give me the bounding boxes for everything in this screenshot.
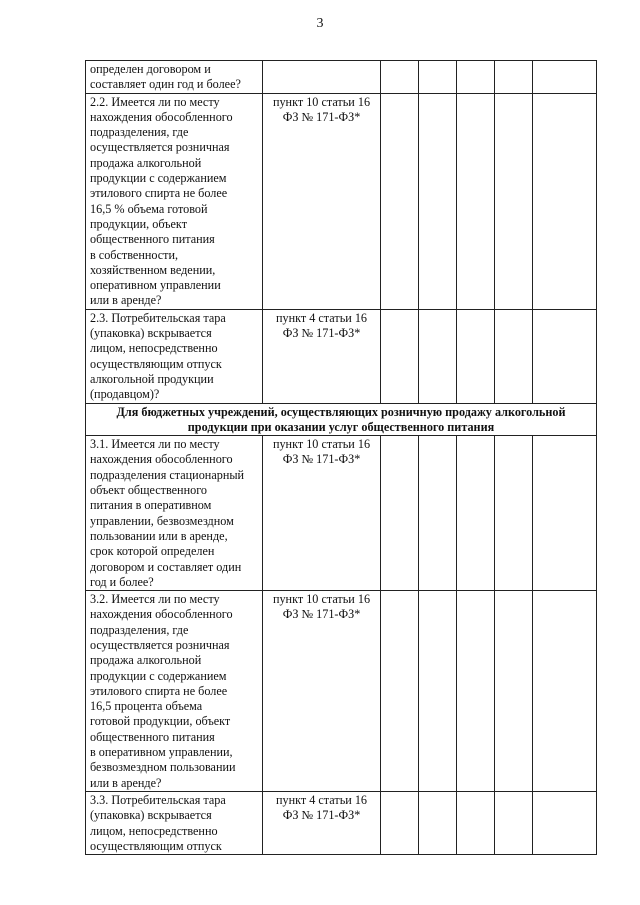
question-line: 2.2. Имеется ли по месту [90,94,220,109]
answer-cell[interactable] [419,591,457,792]
answer-cell[interactable] [381,591,419,792]
legal-reference-line: ФЗ № 171-ФЗ* [282,326,361,341]
question-line: определен договором и [90,62,211,76]
answer-cell[interactable] [419,436,457,591]
answer-cell[interactable] [457,61,495,94]
answer-cell[interactable] [495,436,533,591]
section-header-row [86,403,597,436]
legal-reference-cell [263,791,381,854]
question-line: продажа алкогольной [90,653,202,668]
answer-cell[interactable] [381,93,419,309]
section-title-line: Для бюджетных учреждений, осуществляющих розничную продажу алкогольной [116,404,566,419]
question-line: продукции, объект [90,216,188,231]
legal-reference-line: ФЗ № 171-ФЗ* [282,607,361,622]
answer-cell[interactable] [381,791,419,854]
question-cell [86,591,263,792]
legal-reference-line: пункт 10 статьи 16 [272,94,371,109]
question-line: хозяйственном ведении, [90,262,216,277]
answer-cell[interactable] [495,591,533,792]
question-line: нахождения обособленного [90,607,233,622]
legal-reference-cell [263,93,381,309]
question-line: подразделения, где [90,125,189,140]
answer-cell[interactable] [495,93,533,309]
question-line: год и более? [90,574,154,589]
answer-cell[interactable] [533,309,597,403]
answer-cell[interactable] [419,61,457,94]
question-line: готовой продукции, объект [90,714,231,729]
answer-cell[interactable] [381,309,419,403]
question-line: составляет один год и более? [90,77,241,92]
question-line: лицом, непосредственно [90,341,218,356]
question-line: 16,5 процента объема [90,699,203,714]
answer-cell[interactable] [533,436,597,591]
section-title-line: продукции при оказании услуг общественного питания [187,419,495,434]
question-line: 2.3. Потребительская тара [90,310,226,325]
legal-reference-line: пункт 10 статьи 16 [272,592,371,607]
legal-reference-line: пункт 4 статьи 16 [275,792,368,807]
question-line: объект общественного [90,483,207,498]
question-line: в собственности, [90,247,179,262]
question-cell [86,61,263,94]
answer-cell[interactable] [457,93,495,309]
question-line: продукции с содержанием [90,668,227,683]
checklist-row [86,791,597,854]
question-line: лицом, непосредственно [90,823,218,838]
question-line: этилового спирта не более [90,186,228,201]
question-line: осуществляющим отпуск [90,356,222,371]
answer-cell[interactable] [533,591,597,792]
question-line: общественного питания [90,232,215,247]
question-line: или в аренде? [90,775,162,790]
answer-cell[interactable] [457,791,495,854]
question-cell [86,309,263,403]
legal-reference-cell [263,436,381,591]
question-line: срок которой определен [90,544,215,559]
answer-cell[interactable] [381,61,419,94]
checklist-body [86,61,597,855]
question-line: общественного питания [90,729,215,744]
question-line: 16,5 % объема готовой [90,201,208,216]
question-line: (упаковка) вскрывается [90,808,212,823]
question-line: 3.1. Имеется ли по месту [90,437,220,452]
question-cell [86,93,263,309]
question-line: продажа алкогольной [90,155,202,170]
section-title [86,403,597,436]
question-line: 3.3. Потребительская тара [90,792,226,807]
question-line: осуществляющим отпуск [90,838,222,853]
question-line: 3.2. Имеется ли по месту [90,592,220,607]
answer-cell[interactable] [457,591,495,792]
checklist-row [86,591,597,792]
checklist-table [85,60,597,855]
checklist-row [86,436,597,591]
question-line: безвозмездном пользовании [90,760,236,775]
checklist-row [86,61,597,94]
answer-cell[interactable] [533,791,597,854]
legal-reference-line: ФЗ № 171-ФЗ* [282,452,361,467]
page-number: 3 [316,16,324,31]
question-line: этилового спирта не более [90,683,228,698]
question-line: осуществляется розничная [90,140,230,155]
answer-cell[interactable] [495,61,533,94]
answer-cell[interactable] [381,436,419,591]
answer-cell[interactable] [533,93,597,309]
answer-cell[interactable] [419,309,457,403]
answer-cell[interactable] [457,436,495,591]
legal-reference-line: ФЗ № 171-ФЗ* [282,109,361,124]
question-cell [86,436,263,591]
answer-cell[interactable] [533,61,597,94]
question-line: подразделения стационарный [90,467,245,482]
question-cell [86,791,263,854]
question-line: продукции с содержанием [90,171,227,186]
question-line: алкогольной продукции [90,371,214,386]
answer-cell[interactable] [419,791,457,854]
legal-reference-line: пункт 4 статьи 16 [275,310,368,325]
question-line: осуществляется розничная [90,637,230,652]
legal-reference-line: пункт 10 статьи 16 [272,437,371,452]
question-line: подразделения, где [90,622,189,637]
answer-cell[interactable] [495,791,533,854]
question-line: (продавцом)? [90,387,160,402]
answer-cell[interactable] [457,309,495,403]
question-line: оперативном управлении [90,278,221,293]
checklist-row [86,93,597,309]
legal-reference-line: ФЗ № 171-ФЗ* [282,808,361,823]
answer-cell[interactable] [495,309,533,403]
question-line: управлении, безвозмездном [90,513,234,528]
legal-reference-cell [263,591,381,792]
legal-reference-cell [263,309,381,403]
checklist-row [86,309,597,403]
question-line: пользовании или в аренде, [90,528,228,543]
answer-cell[interactable] [419,93,457,309]
question-line: в оперативном управлении, [90,745,233,760]
question-line: нахождения обособленного [90,452,233,467]
question-line: (упаковка) вскрывается [90,326,212,341]
question-line: или в аренде? [90,293,162,308]
question-line: договором и составляет один [90,559,242,574]
legal-reference-cell [263,61,381,94]
question-line: нахождения обособленного [90,109,233,124]
question-line: питания в оперативном [90,498,212,513]
